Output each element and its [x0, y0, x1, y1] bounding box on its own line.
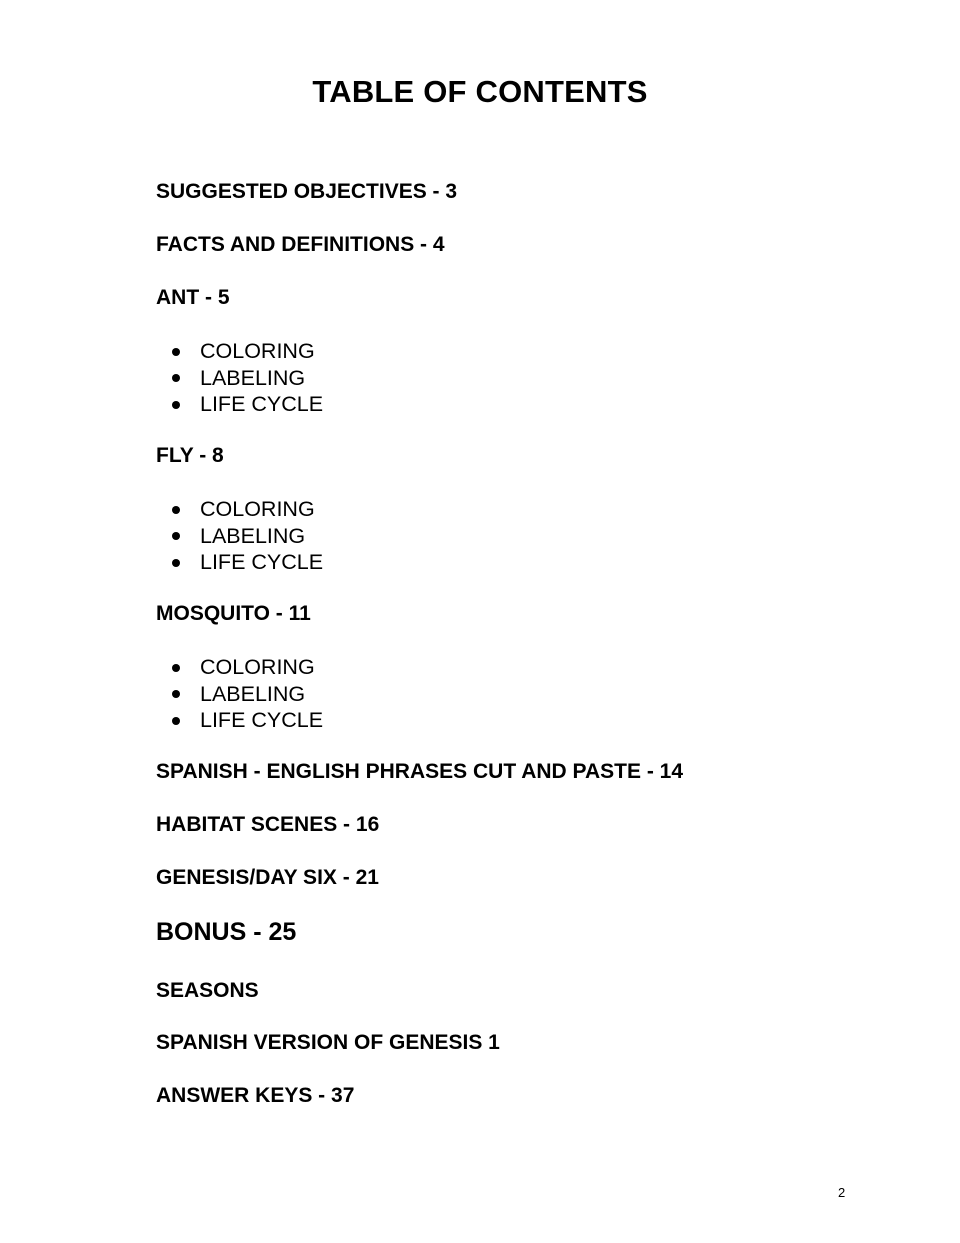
list-item — [172, 681, 323, 708]
toc-entry-bonus: BONUS - 25 — [156, 918, 297, 946]
list-item-label: LIFE CYCLE — [200, 550, 324, 574]
toc-entry-fly: FLY - 8 — [156, 444, 224, 467]
list-item — [172, 338, 323, 365]
toc-entry-suggested-objectives: SUGGESTED OBJECTIVES - 3 — [156, 180, 458, 203]
list-item — [172, 549, 323, 576]
toc-sublist-mosquito — [172, 654, 323, 734]
bullet-icon — [172, 690, 180, 698]
list-item — [172, 707, 323, 734]
list-item-label: LIFE CYCLE — [200, 392, 324, 416]
list-item-label: LABELING — [200, 365, 306, 390]
toc-entry-facts-and-definitions: FACTS AND DEFINITIONS - 4 — [156, 233, 445, 256]
list-item-label: COLORING — [200, 655, 315, 679]
toc-entry-spanish-english-phrases: SPANISH - ENGLISH PHRASES CUT AND PASTE - 14 — [156, 760, 684, 783]
bullet-icon — [172, 717, 180, 725]
toc-entry-genesis-day-six: GENESIS/DAY SIX - 21 — [156, 866, 379, 889]
list-item-label: COLORING — [200, 339, 315, 363]
list-item-label: COLORING — [200, 497, 315, 521]
list-item-label: LABELING — [200, 681, 306, 706]
list-item — [172, 365, 323, 392]
bullet-icon — [172, 559, 180, 567]
toc-entry-mosquito: MOSQUITO - 11 — [156, 602, 311, 625]
bullet-icon — [172, 532, 180, 540]
list-item — [172, 523, 323, 550]
list-item — [172, 391, 323, 418]
toc-sublist-fly — [172, 496, 323, 576]
page-number: 2 — [838, 1185, 846, 1200]
toc-sublist-ant — [172, 338, 323, 418]
list-item-label: LABELING — [200, 523, 306, 548]
list-item-label: LIFE CYCLE — [200, 708, 324, 732]
bullet-icon — [172, 664, 180, 672]
toc-entry-ant: ANT - 5 — [156, 286, 230, 309]
toc-entry-habitat-scenes: HABITAT SCENES - 16 — [156, 813, 380, 836]
page-title: TABLE OF CONTENTS — [312, 74, 648, 109]
toc-entry-seasons: SEASONS — [156, 979, 259, 1002]
list-item — [172, 654, 323, 681]
toc-entry-answer-keys: ANSWER KEYS - 37 — [156, 1084, 355, 1107]
bullet-icon — [172, 401, 180, 409]
toc-entry-spanish-version-genesis: SPANISH VERSION OF GENESIS 1 — [156, 1031, 500, 1054]
list-item — [172, 496, 323, 523]
bullet-icon — [172, 348, 180, 356]
bullet-icon — [172, 506, 180, 514]
bullet-icon — [172, 374, 180, 382]
